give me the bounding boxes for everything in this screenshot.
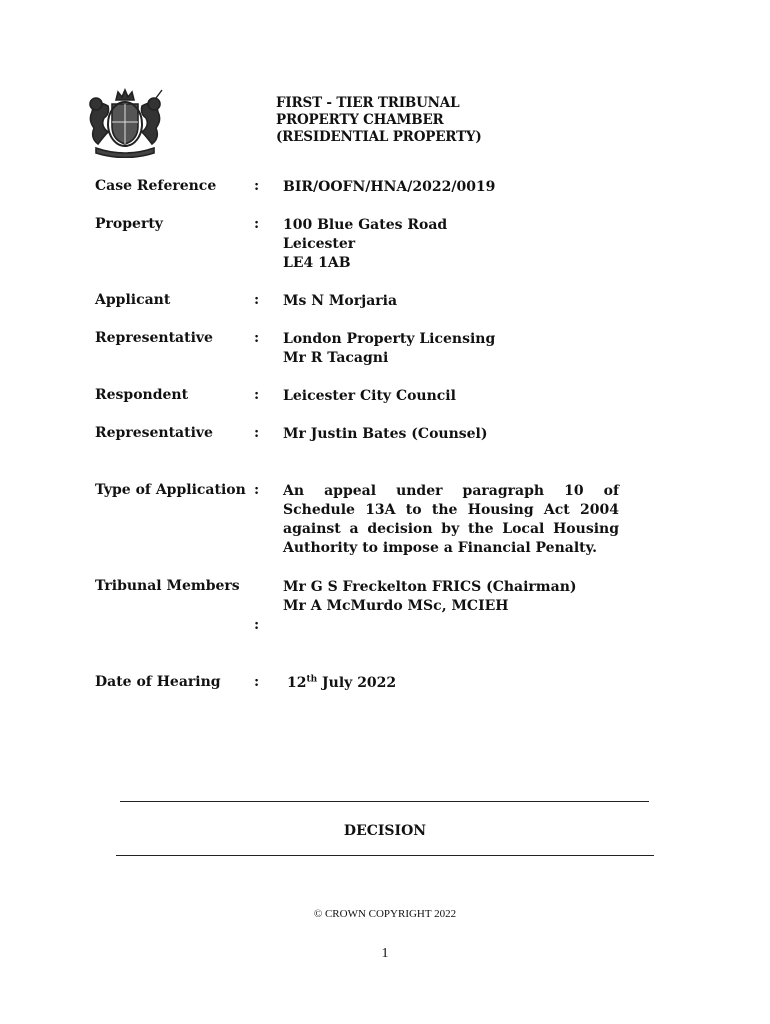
respondent-representative-colon: : [254, 425, 260, 441]
copyright-notice: © CROWN COPYRIGHT 2022 [313, 908, 457, 920]
respondent-label: Respondent [95, 387, 189, 403]
respondent-colon: : [254, 387, 260, 403]
tribunal-member-chairman: Mr G S Freckelton FRICS (Chairman) [283, 579, 577, 595]
date-of-hearing-colon: : [254, 674, 260, 690]
decision-title: DECISION [343, 823, 427, 839]
case-reference-label: Case Reference [95, 178, 217, 194]
type-of-application-value: An appeal under paragraph 10 of Schedule 13A to the Housing Act 2004 against a decision by the Local Housing Authority to impose a Financial Penalty. [283, 483, 619, 556]
type-of-application-label: Type of Application [95, 482, 246, 498]
royal-coat-of-arms-icon [80, 86, 170, 158]
applicant-representative-person: Mr R Tacagni [283, 350, 389, 366]
tribunal-name: FIRST - TIER TRIBUNAL [276, 95, 460, 111]
date-of-hearing-label: Date of Hearing [95, 674, 221, 690]
tribunal-members-label: Tribunal Members [95, 578, 240, 594]
respondent-representative-label: Representative [95, 425, 213, 441]
chamber-subtitle: (RESIDENTIAL PROPERTY) [276, 129, 482, 145]
applicant-representative-value [283, 330, 495, 368]
applicant-representative-colon: : [254, 330, 260, 346]
property-value [283, 216, 447, 273]
case-reference-value: BIR/OOFN/HNA/2022/0019 [283, 179, 496, 195]
respondent-representative-value: Mr Justin Bates (Counsel) [283, 426, 488, 442]
hearing-month-year: July 2022 [317, 675, 397, 691]
applicant-representative-firm: London Property Licensing [283, 331, 496, 347]
respondent-value: Leicester City Council [283, 388, 456, 404]
case-reference-colon: : [254, 178, 260, 194]
date-of-hearing-value [287, 674, 396, 693]
decision-top-rule [120, 801, 649, 802]
hearing-day-suffix: th [306, 674, 318, 685]
property-colon: : [254, 216, 260, 232]
property-city-line: Leicester [283, 236, 356, 252]
property-address-line: 100 Blue Gates Road [283, 217, 448, 233]
chamber-name: PROPERTY CHAMBER [276, 112, 444, 128]
page-number: 1 [381, 946, 389, 961]
decision-bottom-rule [116, 855, 654, 856]
tribunal-member-second: Mr A McMurdo MSc, MCIEH [283, 598, 509, 614]
hearing-day: 12 [287, 675, 307, 691]
type-of-application-colon: : [254, 482, 260, 498]
property-label: Property [95, 216, 163, 232]
property-postcode-line: LE4 1AB [283, 255, 351, 271]
applicant-representative-label: Representative [95, 330, 213, 346]
applicant-label: Applicant [95, 292, 171, 308]
tribunal-members-value [283, 578, 577, 616]
tribunal-header [276, 95, 482, 146]
tribunal-members-colon: : [254, 617, 260, 633]
applicant-colon: : [254, 292, 260, 308]
applicant-value: Ms N Morjaria [283, 293, 398, 309]
